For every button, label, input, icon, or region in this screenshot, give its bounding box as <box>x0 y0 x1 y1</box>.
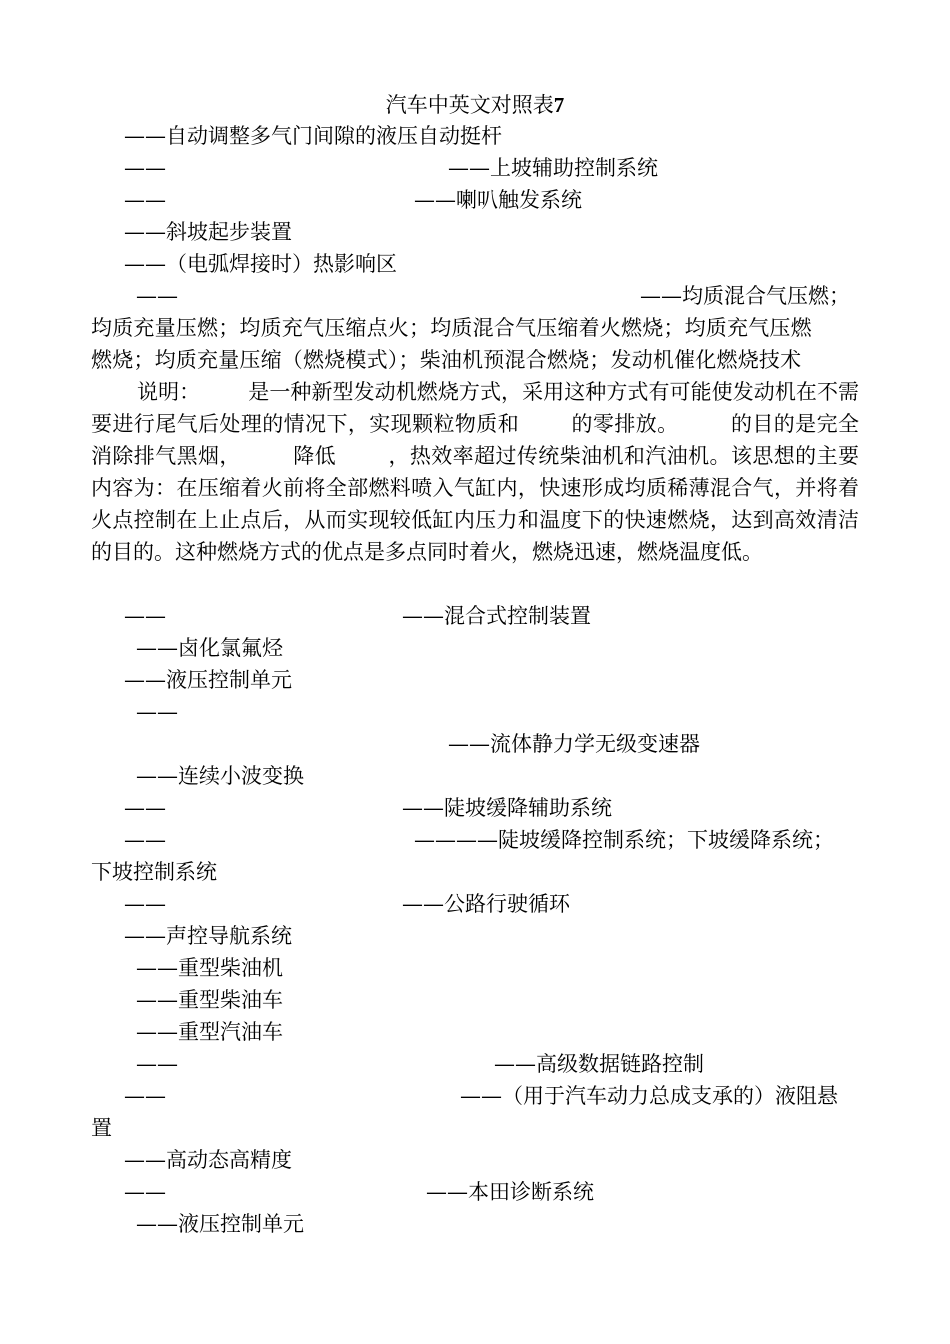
description-text: 降低 <box>292 444 337 468</box>
glossary-entry: ——上坡辅助控制系统 <box>448 156 658 180</box>
glossary-entry: ——均质混合气压燃； <box>640 284 850 308</box>
glossary-entry-lead: —— <box>136 1052 178 1076</box>
glossary-entry-continued: 置 <box>91 1116 112 1140</box>
glossary-entry: ——本田诊断系统 <box>426 1180 594 1204</box>
glossary-entry: ——自动调整多气门间隙的液压自动挺杆 <box>124 124 502 148</box>
glossary-entry-lead: —— <box>124 156 166 180</box>
glossary-entry: ——卤化氯氟烃 <box>136 636 283 660</box>
description-text: 是一种新型发动机燃烧方式，采用这种方式有可能使发动机在不需要进行尾气后处理的情况下，实现颗粒物质和 <box>91 380 860 436</box>
glossary-entry-lead: —— <box>124 604 166 628</box>
glossary-entry-continued: 燃烧；均质充量压缩（燃烧模式）；柴油机预混合燃烧；发动机催化燃烧技术 <box>91 348 802 372</box>
glossary-entry-lead: —— <box>124 796 166 820</box>
glossary-entry-continued: 均质充量压燃；均质充气压缩点火；均质混合气压缩着火燃烧；均质充气压燃 <box>91 316 812 340</box>
description-text: 的目的是完全消除排气黑烟， <box>91 412 859 468</box>
glossary-entry-lead: —— <box>124 892 166 916</box>
glossary-entry: ——斜坡起步装置 <box>124 220 292 244</box>
glossary-entry: ——流体静力学无级变速器 <box>448 732 700 756</box>
glossary-entry-lead: —— <box>136 284 178 308</box>
glossary-entry-lead: —— <box>124 828 166 852</box>
glossary-entry: ——喇叭触发系统 <box>414 188 582 212</box>
glossary-entry: ——液压控制单元 <box>124 668 292 692</box>
glossary-entry: ——重型柴油车 <box>136 988 283 1012</box>
glossary-entry: ——液压控制单元 <box>136 1212 304 1236</box>
glossary-entry: ——连续小波变换 <box>136 764 304 788</box>
glossary-entry: ——混合式控制装置 <box>402 604 591 628</box>
title-number: 7 <box>553 93 565 117</box>
glossary-entry: ——重型汽油车 <box>136 1020 283 1044</box>
glossary-entry: ——公路行驶循环 <box>402 892 570 916</box>
page-title <box>0 89 950 121</box>
glossary-entry-continued: 下坡控制系统 <box>91 860 217 884</box>
title-text: 汽车中英文对照表 <box>385 93 554 117</box>
glossary-entry-lead: —— <box>124 188 166 212</box>
description-label: 说明： <box>137 380 201 404</box>
glossary-entry: ——（用于汽车动力总成支承的）液阻悬 <box>460 1084 838 1108</box>
glossary-entry-lead: —— <box>124 1180 166 1204</box>
glossary-entry-lead: —— <box>136 700 178 724</box>
glossary-entry: ——（电弧焊接时）热影响区 <box>124 252 397 276</box>
description-text: ，热效率超过传统柴油机和汽油机。该思想的主要内容为：在压缩着火前将全部燃料喷入气缸内，快速形成均质稀薄混合气，并将着火点控制在上止点后，从而实现较低缸内压力和温度下的快速燃烧，达到高效清洁的目的。这种燃烧方式的优点是多点同时着火，燃烧迅速，燃烧温度低。 <box>91 444 859 564</box>
glossary-entry: ——陡坡缓降辅助系统 <box>402 796 612 820</box>
glossary-entry: ——高级数据链路控制 <box>494 1052 704 1076</box>
glossary-entry-lead: —— <box>124 1084 166 1108</box>
glossary-entry: ——高动态高精度 <box>124 1148 292 1172</box>
description-text: 的零排放。 <box>571 412 679 436</box>
description-paragraph <box>91 376 859 568</box>
glossary-entry: ——声控导航系统 <box>124 924 292 948</box>
glossary-entry: ——重型柴油机 <box>136 956 283 980</box>
glossary-entry: ————陡坡缓降控制系统；下坡缓降系统； <box>414 828 834 852</box>
